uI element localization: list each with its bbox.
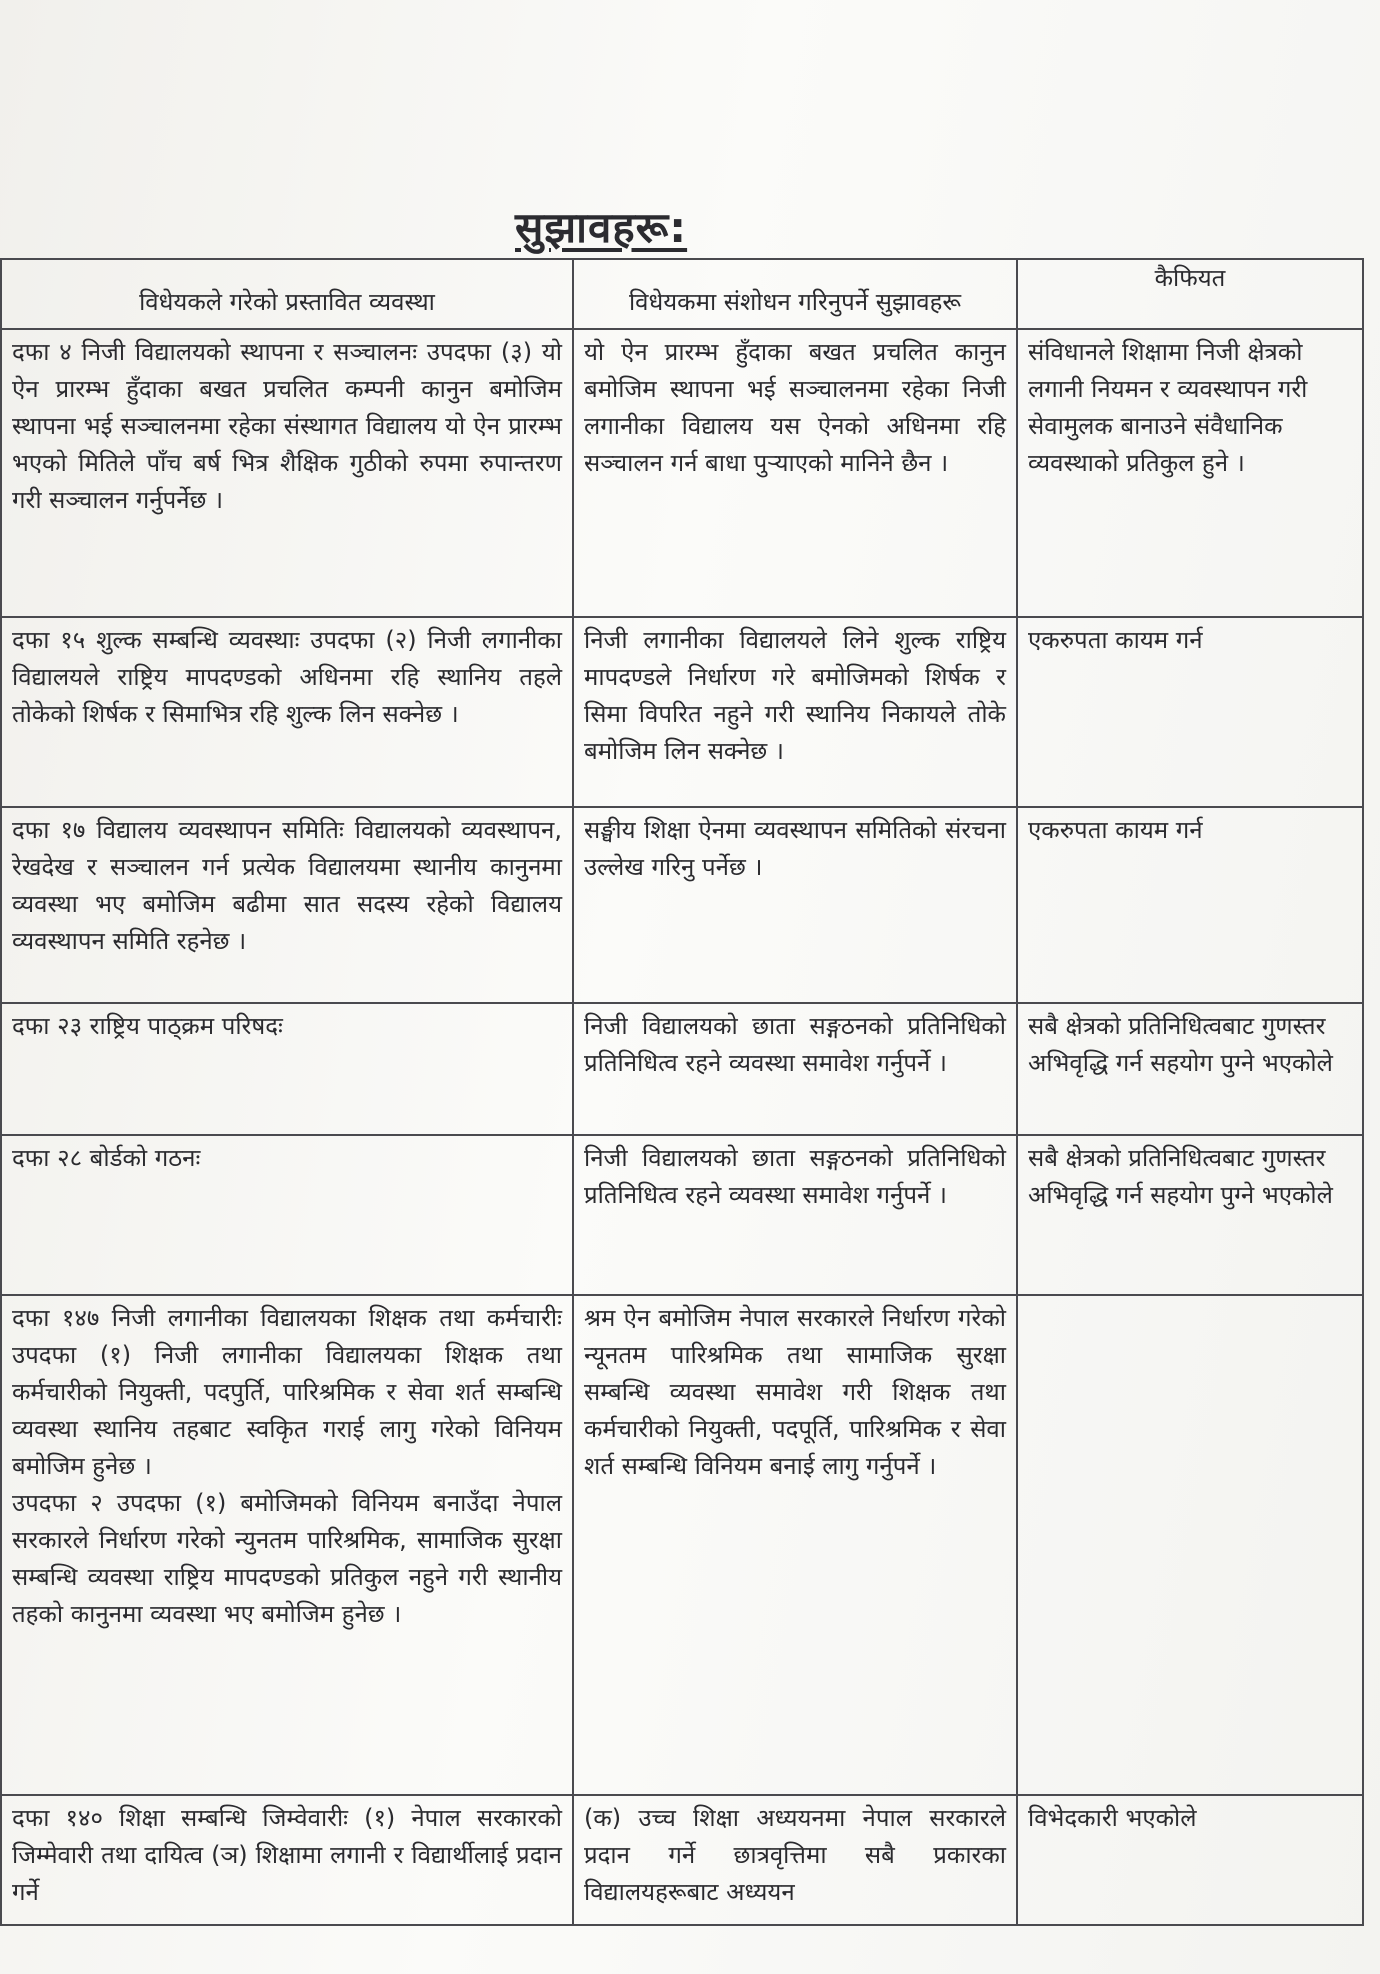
suggestion-text: श्रम ऐन बमोजिम नेपाल सरकारले निर्धारण गरेको न्यूनतम पारिश्रमिक तथा सामाजिक सुरक्षा सम्बन्धि व्यवस्था समावेश गरी शिक्षक तथा कर्मचारीको नियुक्ती, पदपूर्ति, पारिश्रमिक र सेवा शर्त सम्बन्धि विनियम बनाई लागु गर्नुपर्ने । [584,1304,1006,1480]
table-row [1,1795,1363,1925]
table-row [1,329,1363,617]
proposed-text-subsection: उपदफा २ उपदफा (१) बमोजिमको विनियम बनाउँदा नेपाल सरकारले निर्धारण गरेको न्युनतम पारिश्रमिक, सामाजिक सुरक्षा सम्बन्धि व्यवस्था राष्ट्रिय मापदण्डको प्रतिकुल नहुने गरी स्थानीय तहको कानुनमा व्यवस्था भए बमोजिम हुनेछ । [12,1489,562,1628]
proposed-text: दफा १४७ निजी लगानीका विद्यालयका शिक्षक तथा कर्मचारीः उपदफा (१) निजी लगानीका विद्यालयका शिक्षक तथा कर्मचारीको नियुक्ती, पदपुर्ति, पारिश्रमिक र सेवा शर्त सम्बन्धि व्यवस्था स्थानिय तहबाट स्वकृित गराई लागु गरेको विनियम बमोजिम हुनेछ । [12,1304,562,1480]
header-remark: कैफियत [1017,259,1363,329]
remark-cell: विभेदकारी भएकोले [1017,1795,1363,1925]
page-title: सुझावहरू: [515,203,688,252]
table-row [1,1295,1363,1795]
table-row [1,807,1363,1003]
proposed-cell [1,807,573,1003]
proposed-text: दफा १५ शुल्क सम्बन्धि व्यवस्थाः उपदफा (२) निजी लगानीका विद्यालयले राष्ट्रिय मापदण्डको अधिनमा रहि स्थानिय तहले तोकेको शिर्षक र सिमाभित्र रहि शुल्क लिन सक्नेछ । [12,626,562,728]
suggestion-cell [573,807,1017,1003]
suggestion-cell [573,329,1017,617]
proposed-cell [1,617,573,807]
table-row [1,1003,1363,1135]
suggestion-text: यो ऐन प्रारम्भ हुँदाका बखत प्रचलित कानुन बमोजिम स्थापना भई सञ्चालनमा रहेका निजी लगानीका विद्यालय यस ऐनको अधिनमा रहि सञ्चालन गर्न बाधा पुर्‍याएको मानिने छैन । [584,338,1006,477]
suggestion-cell [573,1795,1017,1925]
remark-cell: सबै क्षेत्रको प्रतिनिधित्वबाट गुणस्तर अभिवृद्धि गर्न सहयोग पुग्ने भएकोले [1017,1135,1363,1295]
remark-cell [1017,1295,1363,1795]
proposed-text: दफा १७ विद्यालय व्यवस्थापन समितिः विद्यालयको व्यवस्थापन, रेखदेख र सञ्चालन गर्न प्रत्येक विद्यालयमा स्थानीय कानुनमा व्यवस्था भए बमोजिम बढीमा सात सदस्य रहेको विद्यालय व्यवस्थापन समिति रहनेछ । [12,816,562,955]
proposed-cell [1,1295,573,1795]
remark-cell: संविधानले शिक्षामा निजी क्षेत्रको लगानी नियमन र व्यवस्थापन गरी सेवामुलक बानाउने संवैधानिक व्यवस्थाको प्रतिकुल हुने । [1017,329,1363,617]
header-proposed: विधेयकले गरेको प्रस्तावित व्यवस्था [1,259,573,329]
suggestion-cell [573,617,1017,807]
suggestion-cell [573,1003,1017,1135]
remark-cell: सबै क्षेत्रको प्रतिनिधित्वबाट गुणस्तर अभिवृद्धि गर्न सहयोग पुग्ने भएकोले [1017,1003,1363,1135]
proposed-cell [1,1003,573,1135]
suggestion-text: निजी विद्यालयको छाता सङ्गठनको प्रतिनिधिको प्रतिनिधित्व रहने व्यवस्था समावेश गर्नुपर्ने । [584,1144,1006,1209]
suggestions-table [0,258,1364,1926]
remark-cell: एकरुपता कायम गर्न [1017,617,1363,807]
proposed-cell [1,1795,573,1925]
header-suggestion: विधेयकमा संशोधन गरिनुपर्ने सुझावहरू [573,259,1017,329]
suggestion-text: निजी लगानीका विद्यालयले लिने शुल्क राष्ट्रिय मापदण्डले निर्धारण गरे बमोजिमको शिर्षक र सिमा विपरित नहुने गरी स्थानिय निकायले तोके बमोजिम लिन सक्नेछ । [584,626,1006,765]
proposed-cell [1,1135,573,1295]
proposed-text: दफा १४० शिक्षा सम्बन्धि जिम्वेवारीः (१) नेपाल सरकारको जिम्मेवारी तथा दायित्व (ञ) शिक्षामा लगानी र विद्यार्थीलाई प्रदान गर्ने [12,1804,562,1906]
table-header-row [1,259,1363,329]
suggestion-text: निजी विद्यालयको छाता सङ्गठनको प्रतिनिधिको प्रतिनिधित्व रहने व्यवस्था समावेश गर्नुपर्ने । [584,1012,1006,1077]
table-row [1,617,1363,807]
proposed-text: दफा ४ निजी विद्यालयको स्थापना र सञ्चालनः उपदफा (३) यो ऐन प्रारम्भ हुँदाका बखत प्रचलित कम्पनी कानुन बमोजिम स्थापना भई सञ्चालनमा रहेका संस्थागत विद्यालय यो ऐन प्रारम्भ भएको मितिले पाँच बर्ष भित्र शैक्षिक गुठीको रुपमा रुपान्तरण गरी सञ्चालन गर्नुपर्नेछ । [12,338,562,514]
suggestion-cell [573,1295,1017,1795]
suggestion-cell [573,1135,1017,1295]
suggestion-text: (क) उच्च शिक्षा अध्ययनमा नेपाल सरकारले प्रदान गर्ने छात्रवृत्तिमा सबै प्रकारका विद्यालयहरूबाट अध्ययन [584,1804,1006,1906]
table-row [1,1135,1363,1295]
proposed-cell [1,329,573,617]
remark-cell: एकरुपता कायम गर्न [1017,807,1363,1003]
proposed-text: दफा २३ राष्ट्रिय पाठ्क्रम परिषदः [12,1012,283,1040]
proposed-text: दफा २८ बोर्डको गठनः [12,1144,201,1172]
suggestion-text: सङ्घीय शिक्षा ऐनमा व्यवस्थापन समितिको संरचना उल्लेख गरिनु पर्नेछ । [584,816,1006,881]
